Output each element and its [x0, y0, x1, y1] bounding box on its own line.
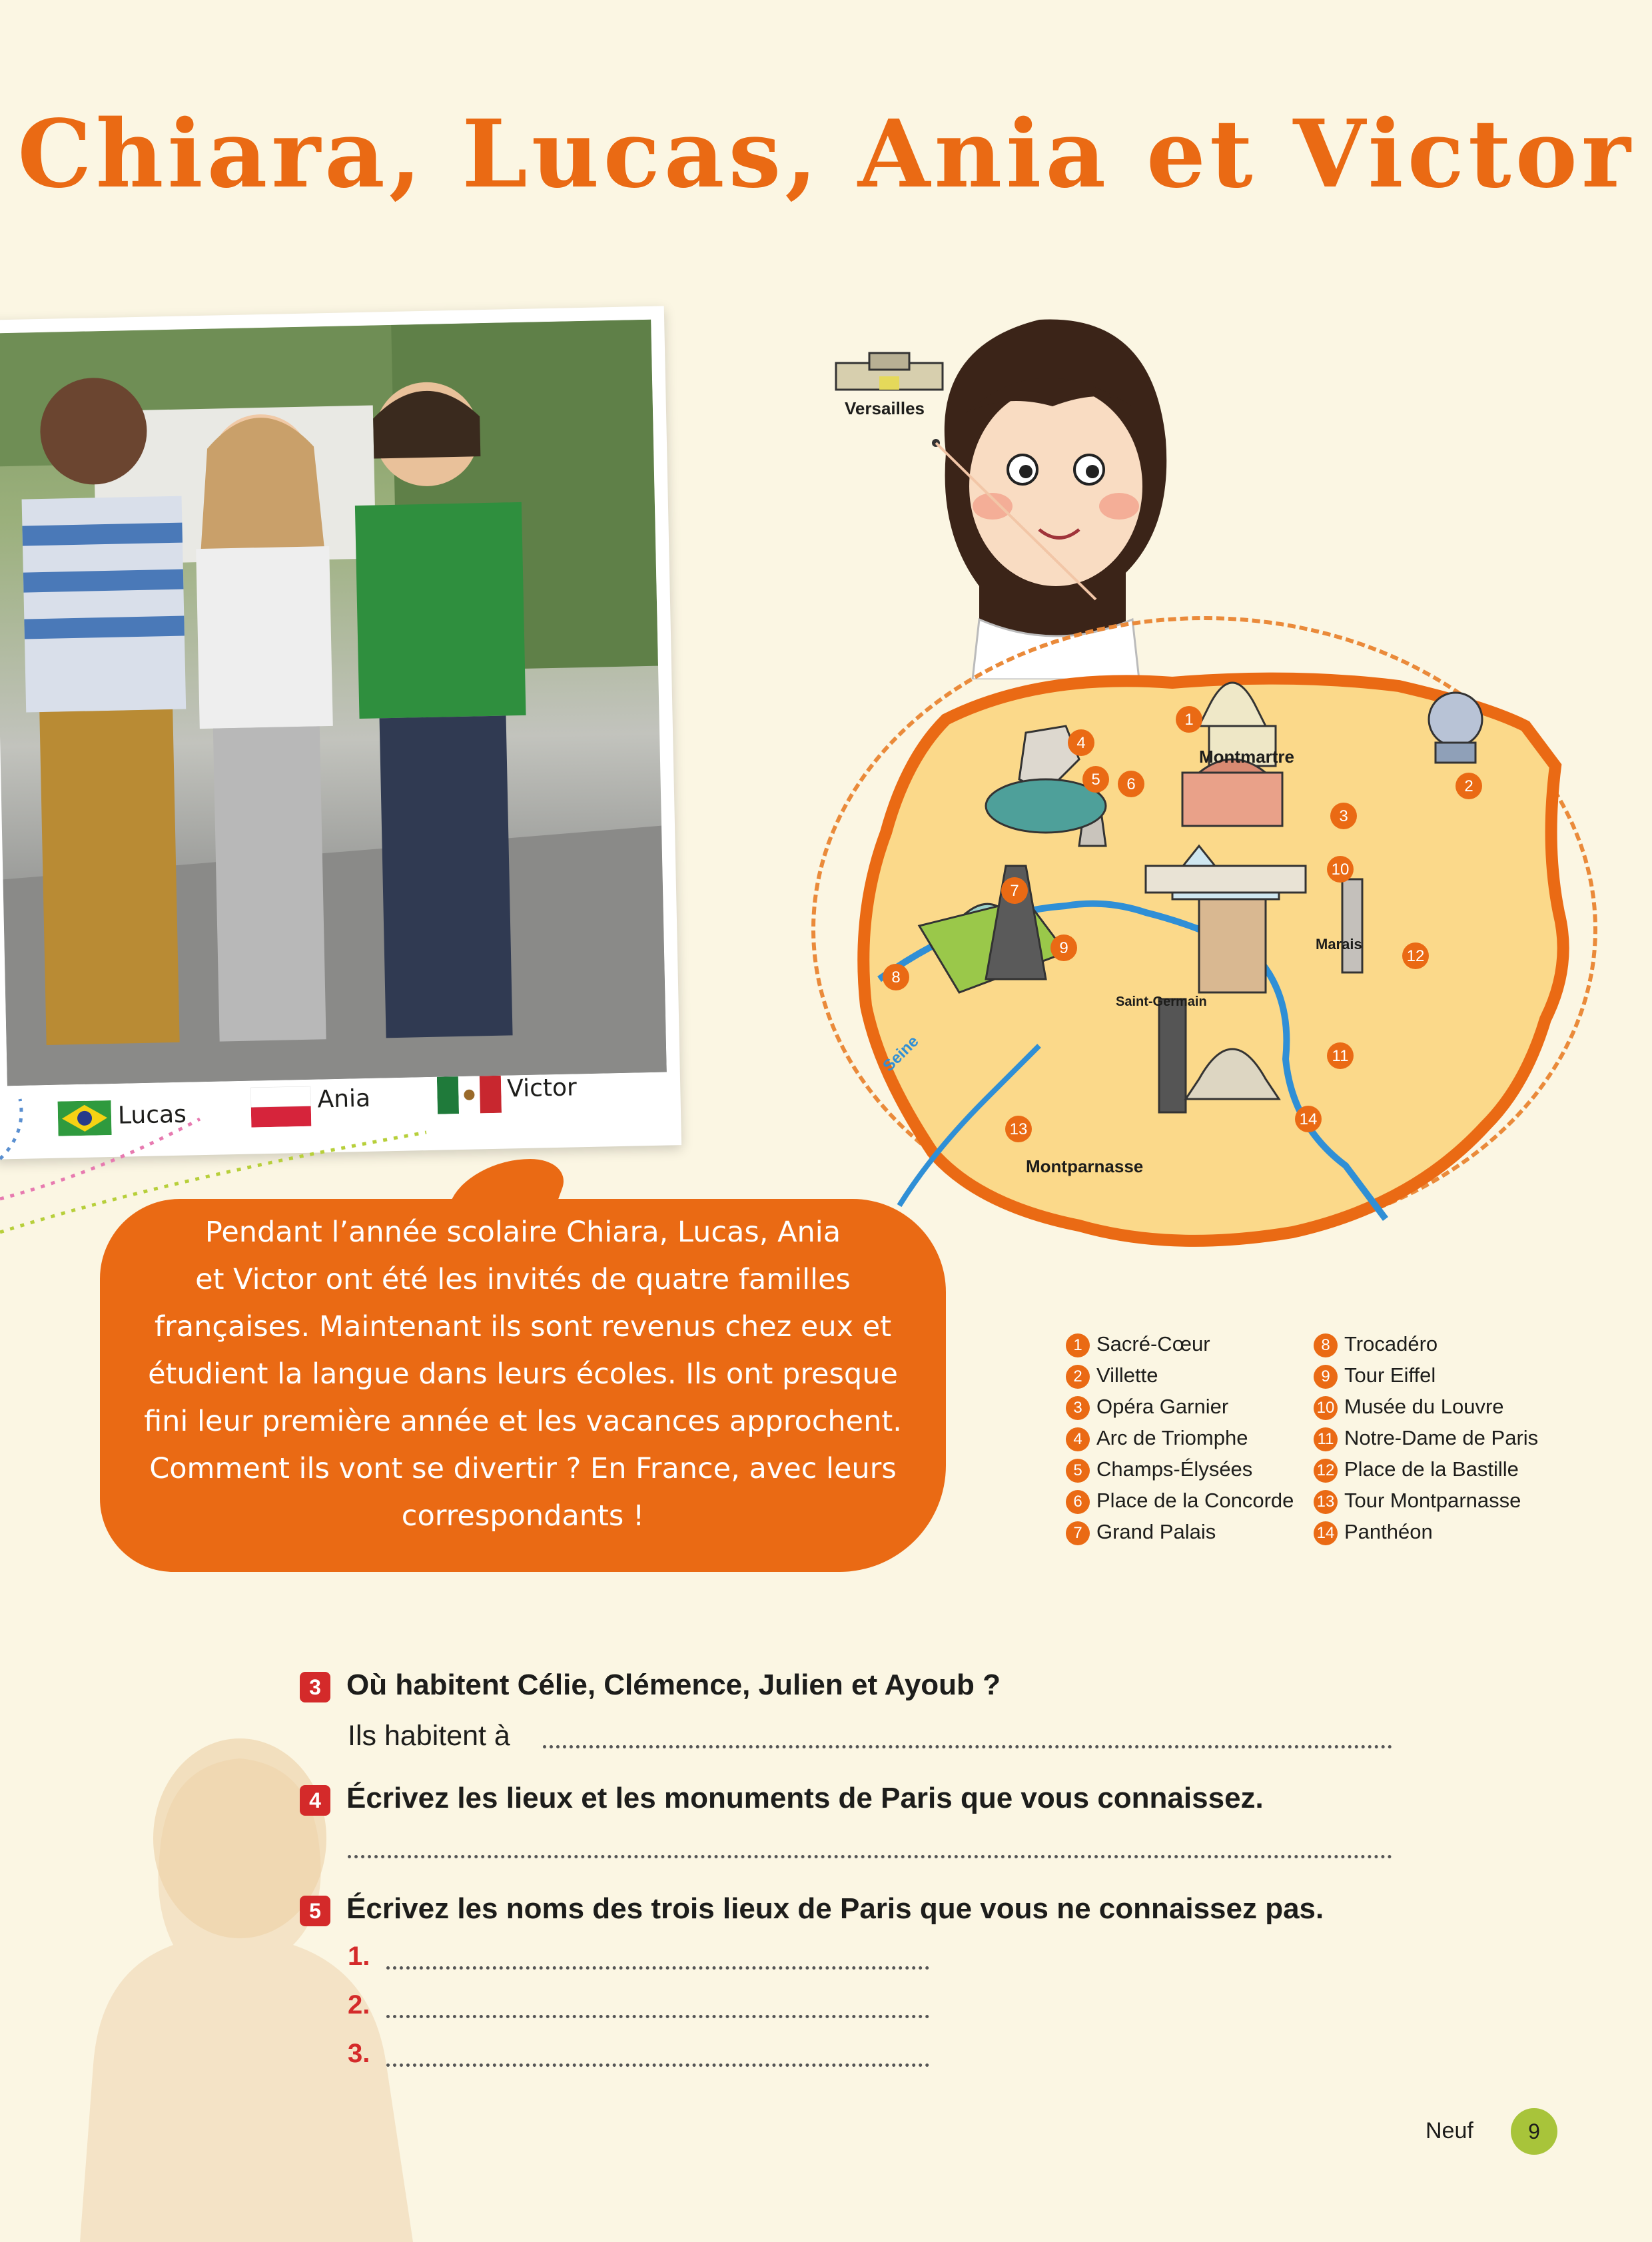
legend-item: 14 Panthéon	[1314, 1520, 1433, 1545]
exercise-4-question: Écrivez les lieux et les monuments de Paris que vous connaissez.	[346, 1782, 1264, 1814]
map-marker: 11	[1332, 1047, 1349, 1065]
photo-card	[0, 306, 681, 1159]
map-label-saint-germain: Saint-Germain	[1116, 994, 1207, 1009]
exercise-5-answer-line-1[interactable]	[386, 1966, 929, 1970]
legend-item: 8 Trocadéro	[1314, 1332, 1438, 1357]
legend-item: 12 Place de la Bastille	[1314, 1457, 1519, 1483]
map-marker: 12	[1406, 947, 1425, 965]
legend-item: 9 Tour Eiffel	[1314, 1363, 1436, 1389]
exercise-4-answer-line[interactable]	[348, 1855, 1392, 1858]
map-marker: 13	[1009, 1120, 1028, 1138]
exercise-5-answer-line-2[interactable]	[386, 2015, 929, 2018]
legend-item: 4 Arc de Triomphe	[1066, 1426, 1248, 1451]
map-marker: 9	[1059, 939, 1068, 957]
exercise-5-item-number: 1.	[348, 1942, 370, 1971]
map-marker: 14	[1299, 1110, 1318, 1128]
map-marker: 1	[1184, 711, 1194, 729]
flag-label-ania: Ania	[317, 1084, 371, 1114]
exercise-5-question: Écrivez les noms des trois lieux de Paris que vous ne connaissez pas.	[346, 1892, 1324, 1925]
bubble-line: Comment ils vont se divertir ? En France, avec leurs	[149, 1452, 897, 1485]
map-label-montparnasse: Montparnasse	[1026, 1156, 1144, 1176]
bubble-line: étudient la langue dans leurs écoles. Ils ont presque	[148, 1357, 898, 1391]
map-label-seine: Seine	[879, 1032, 923, 1076]
legend-item: 2 Villette	[1066, 1363, 1158, 1389]
versailles-palace-icon	[829, 343, 949, 396]
exercise-4-number: 4	[300, 1785, 330, 1816]
bubble-line: et Victor ont été les invités de quatre familles	[195, 1263, 851, 1296]
flag-label-lucas: Lucas	[117, 1100, 187, 1130]
map-label-marais: Marais	[1316, 936, 1362, 952]
map-marker: 7	[1010, 882, 1019, 900]
legend-item: 5 Champs-Élysées	[1066, 1457, 1252, 1483]
map-marker: 10	[1331, 861, 1350, 879]
bubble-line: correspondants !	[401, 1499, 645, 1533]
exercise-5-answer-line-3[interactable]	[386, 2063, 929, 2067]
page-number-badge: 9	[1511, 2108, 1557, 2155]
exercise-3-question: Où habitent Célie, Clémence, Julien et Ayoub ?	[346, 1669, 1001, 1701]
exercise-3-answer-line[interactable]	[543, 1745, 1392, 1748]
legend-item: 11 Notre-Dame de Paris	[1314, 1426, 1538, 1451]
map-marker: 4	[1076, 734, 1086, 752]
page-number-word: Neuf	[1426, 2118, 1473, 2143]
legend-item: 6 Place de la Concorde	[1066, 1489, 1294, 1514]
map-marker: 2	[1464, 777, 1473, 795]
map-label-montmartre: Montmartre	[1199, 747, 1295, 767]
legend-item: 10 Musée du Louvre	[1314, 1395, 1504, 1420]
students-photo	[0, 320, 667, 1086]
map-marker: 5	[1091, 771, 1100, 789]
exercise-3-number: 3	[300, 1672, 330, 1702]
legend-item: 3 Opéra Garnier	[1066, 1395, 1228, 1420]
map-marker: 8	[891, 968, 901, 986]
map-legend	[1066, 1332, 1585, 1559]
legend-item: 1 Sacré-Cœur	[1066, 1332, 1210, 1357]
versailles-pointer	[929, 393, 1102, 606]
exercise-5-number: 5	[300, 1896, 330, 1926]
page-title: Chiara, Lucas, Ania et Victor	[17, 100, 1635, 209]
paris-map	[826, 646, 1585, 1259]
legend-item: 7 Grand Palais	[1066, 1520, 1216, 1545]
legend-item: 13 Tour Montparnasse	[1314, 1489, 1521, 1514]
exercise-5-item-number: 2.	[348, 1990, 370, 2020]
map-marker: 6	[1126, 775, 1136, 793]
speech-bubble-text	[110, 1209, 936, 1540]
versailles-label: Versailles	[845, 398, 925, 418]
map-marker: 3	[1339, 807, 1348, 825]
bubble-line: fini leur première année et les vacances approchent.	[144, 1405, 902, 1438]
bubble-line: Pendant l’année scolaire Chiara, Lucas, Ania	[205, 1216, 841, 1249]
bubble-line: françaises. Maintenant ils sont revenus chez eux et	[154, 1310, 892, 1343]
exercise-5-item-number: 3.	[348, 2039, 370, 2068]
flag-label-victor: Victor	[506, 1074, 578, 1103]
exercise-3-answer-prefix: Ils habitent à	[348, 1720, 510, 1752]
